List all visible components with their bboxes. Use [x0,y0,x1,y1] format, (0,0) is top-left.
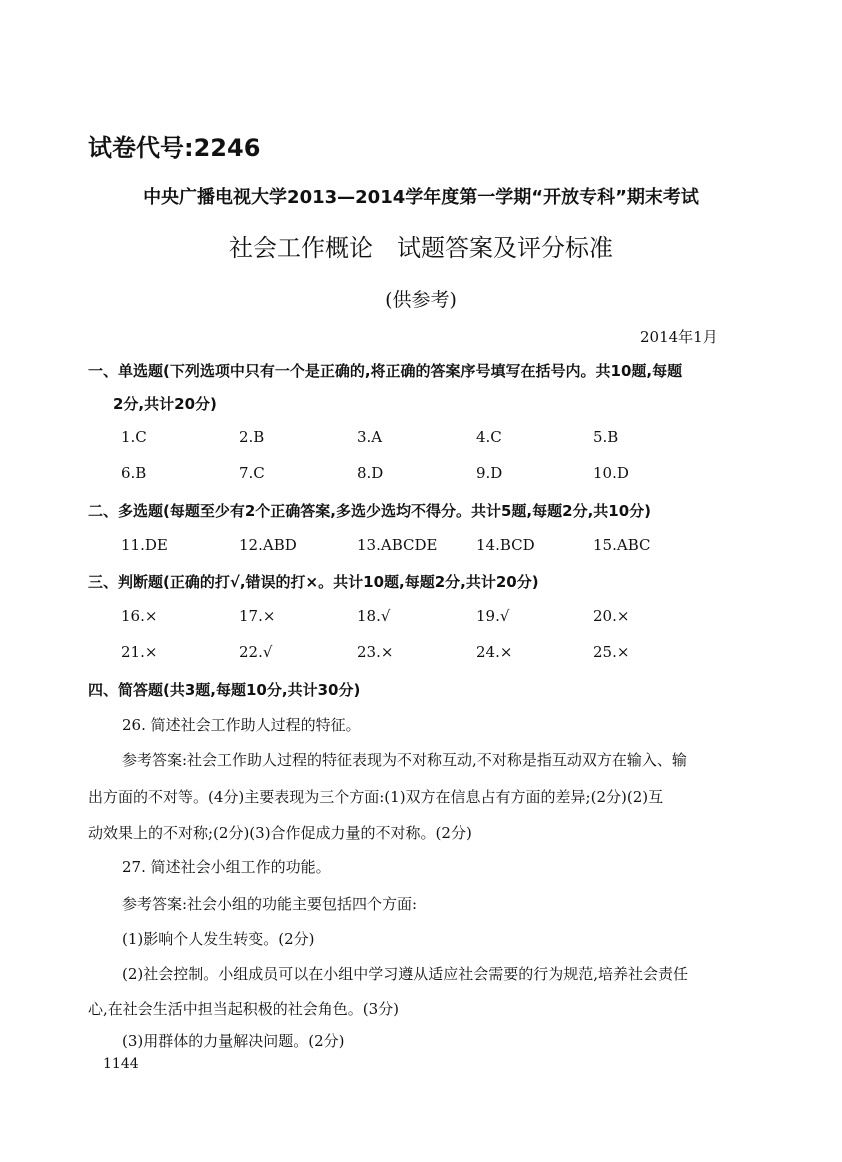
answer-26-line-3: 动效果上的不对称;(2分)(3)合作促成力量的不对称。(2分) [88,824,472,842]
answer-cell: 24.× [476,643,513,661]
answer-cell: 11.DE [121,536,168,554]
course-title: 社会工作概论 试题答案及评分标准 [229,234,613,262]
section-3-title: 三、判断题(正确的打√,错误的打×。共计10题,每题2分,共计20分) [88,573,539,591]
answer-cell: 15.ABC [593,536,651,554]
page-number: 1144 [103,1056,139,1072]
answer-cell: 6.B [121,464,147,482]
answer-cell: 16.× [121,607,158,625]
section-4-title: 四、简答题(共3题,每题10分,共计30分) [88,681,361,699]
answer-cell: 25.× [593,643,630,661]
answer-cell: 14.BCD [476,536,535,554]
answer-cell: 19.√ [476,607,510,625]
section-2-title: 二、多选题(每题至少有2个正确答案,多选少选均不得分。共计5题,每题2分,共10分) [88,502,651,520]
answer-27-intro: 参考答案:社会小组的功能主要包括四个方面: [122,895,418,913]
university-line: 中央广播电视大学2013—2014学年度第一学期“开放专科”期末考试 [143,187,699,208]
answer-cell: 3.A [357,428,383,446]
answer-cell: 2.B [239,428,265,446]
answer-cell: 20.× [593,607,630,625]
answer-cell: 9.D [476,464,503,482]
question-27: 27. 简述社会小组工作的功能。 [122,858,331,876]
answer-cell: 17.× [239,607,276,625]
section-1-title-cont: 2分,共计20分) [113,395,217,413]
answer-cell: 13.ABCDE [357,536,438,554]
answer-cell: 1.C [121,428,147,446]
exam-code: 试卷代号:2246 [88,134,261,162]
exam-date: 2014年1月 [640,328,718,346]
answer-cell: 10.D [593,464,629,482]
answer-cell: 5.B [593,428,619,446]
answer-cell: 8.D [357,464,384,482]
answer-26-line-1: 参考答案:社会工作助人过程的特征表现为不对称互动,不对称是指互动双方在输入、输 [122,751,687,769]
answer-cell: 4.C [476,428,502,446]
answer-cell: 7.C [239,464,265,482]
answer-cell: 18.√ [357,607,391,625]
answer-cell: 22.√ [239,643,273,661]
answer-cell: 23.× [357,643,394,661]
section-1-title: 一、单选题(下列选项中只有一个是正确的,将正确的答案序号填写在括号内。共10题,每题 [88,362,683,380]
answer-27-point-2-line-1: (2)社会控制。小组成员可以在小组中学习遵从适应社会需要的行为规范,培养社会责任 [122,965,689,983]
reference-note: (供参考) [385,289,457,311]
question-26: 26. 简述社会工作助人过程的特征。 [122,716,361,734]
answer-27-point-2-line-2: 心,在社会生活中担当起积极的社会角色。(3分) [88,1000,400,1018]
answer-27-point-1: (1)影响个人发生转变。(2分) [122,930,315,948]
answer-26-line-2: 出方面的不对等。(4分)主要表现为三个方面:(1)双方在信息占有方面的差异;(2分)(2)互 [88,788,664,806]
answer-cell: 12.ABD [239,536,297,554]
answer-cell: 21.× [121,643,158,661]
answer-27-point-3: (3)用群体的力量解决问题。(2分) [122,1032,345,1050]
